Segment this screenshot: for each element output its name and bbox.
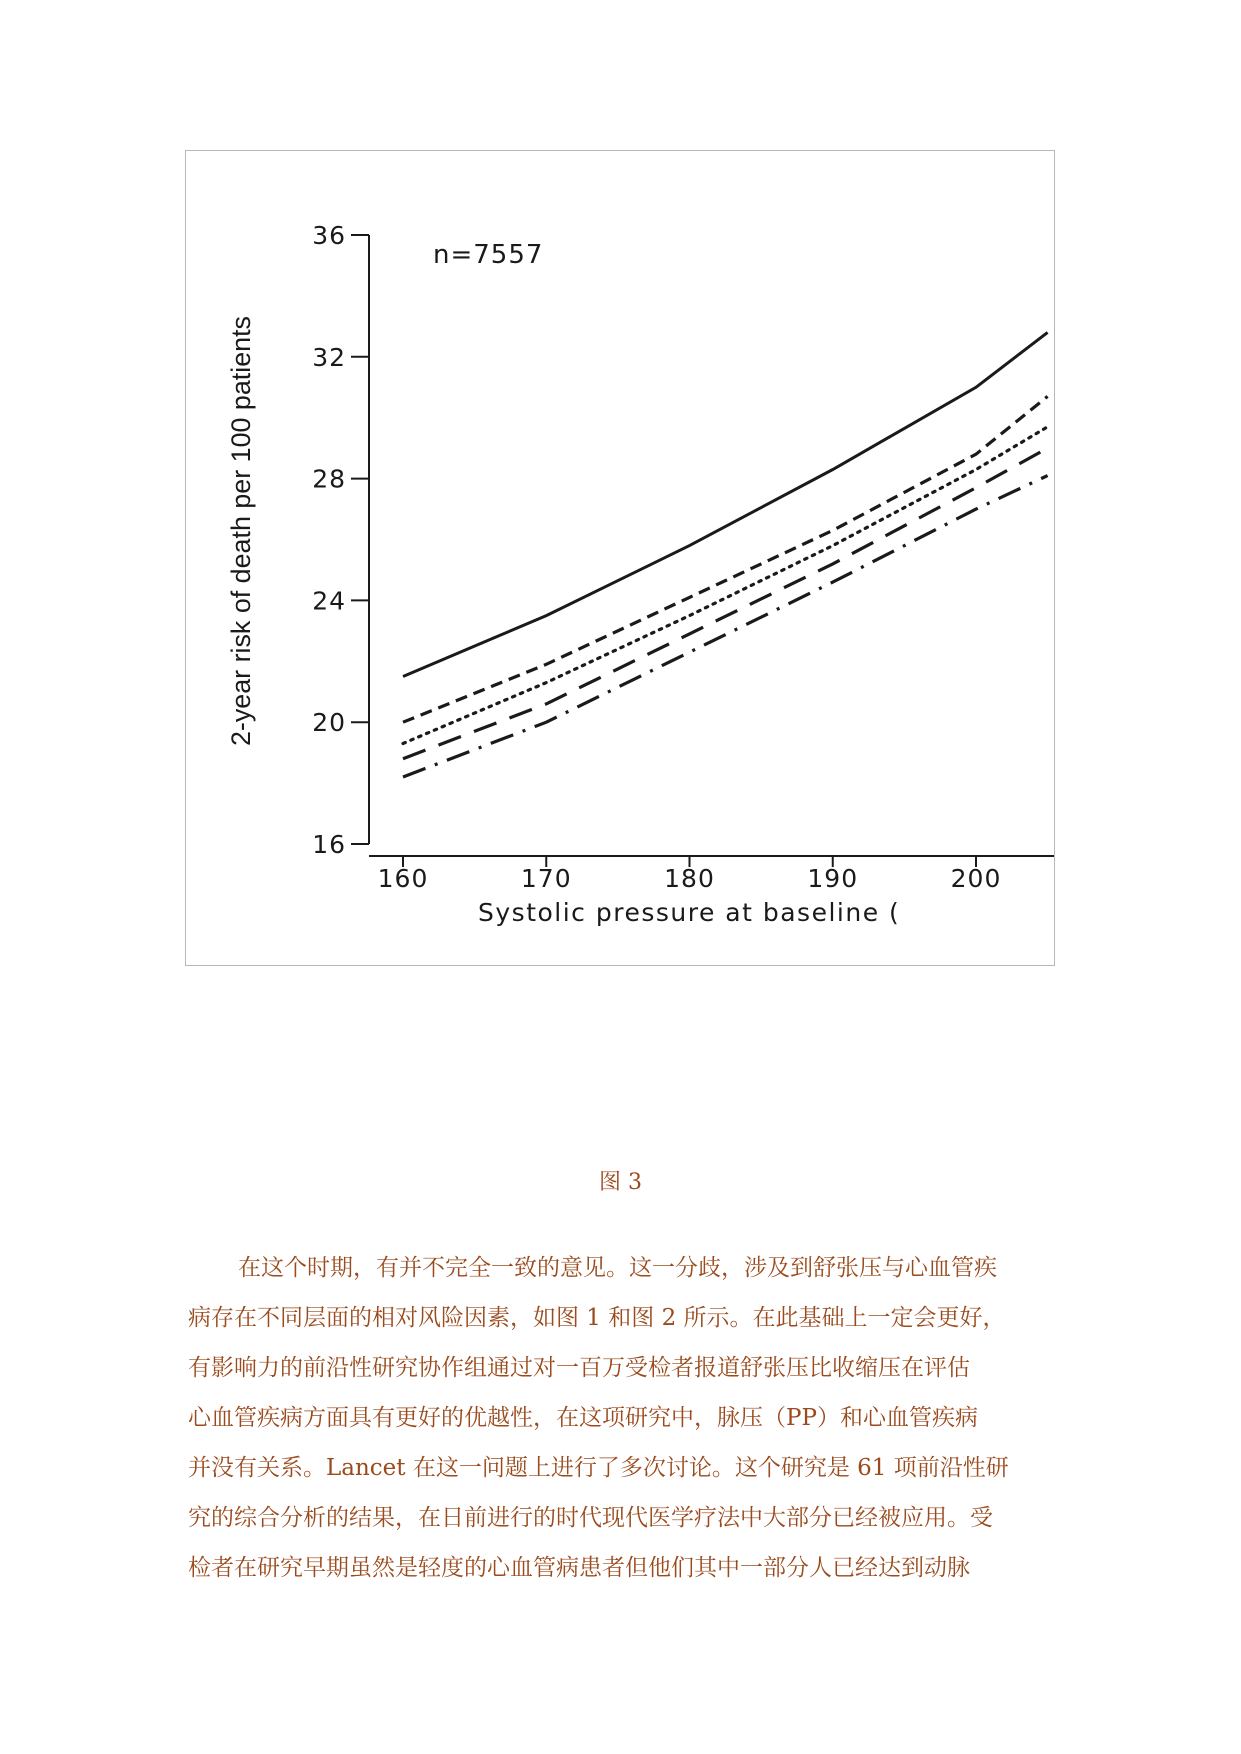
y-tick-label: 36 bbox=[312, 221, 346, 250]
risk-line-chart bbox=[186, 151, 1054, 965]
series-line-long-dash bbox=[403, 448, 1048, 759]
paragraph-line: 在这个时期，有并不完全一致的意见。这一分歧，涉及到舒张压与心血管疾 bbox=[238, 1255, 997, 1281]
y-tick-label: 32 bbox=[312, 342, 346, 372]
series-line-solid bbox=[403, 332, 1048, 676]
y-tick-label: 16 bbox=[312, 830, 346, 859]
series-line-dash-dot bbox=[403, 476, 1048, 777]
x-tick-label: 180 bbox=[664, 864, 715, 893]
x-tick-label: 170 bbox=[520, 864, 572, 893]
series-line-dashed bbox=[403, 396, 1048, 722]
chart-axes bbox=[369, 235, 1054, 856]
figure-frame bbox=[185, 150, 1055, 966]
series-group bbox=[403, 332, 1048, 777]
paragraph-line: 心血管疾病方面具有更好的优越性，在这项研究中，脉压（PP）和心血管疾病 bbox=[188, 1405, 978, 1431]
y-tick-label: 28 bbox=[312, 464, 346, 494]
paragraph-line: 有影响力的前沿性研究协作组通过对一百万受检者报道舒张压比收缩压在评估 bbox=[188, 1355, 970, 1381]
y-tick-label: 24 bbox=[312, 586, 346, 616]
x-axis-title: Systolic pressure at baseline ( bbox=[478, 898, 901, 927]
y-axis-title: 2-year risk of death per 100 patients bbox=[226, 313, 256, 746]
paragraph-line: 究的综合分析的结果，在日前进行的时代现代医学疗法中大部分已经被应用。受 bbox=[188, 1505, 993, 1531]
paragraph-line: 检者在研究早期虽然是轻度的心血管病患者但他们其中一部分人已经达到动脉 bbox=[188, 1555, 970, 1581]
y-tick-label: 20 bbox=[312, 708, 346, 738]
body-paragraph bbox=[188, 1243, 1056, 1593]
chart-annotation: n=7557 bbox=[433, 240, 544, 270]
x-tick-label: 200 bbox=[950, 864, 1002, 893]
series-line-dotted bbox=[403, 427, 1048, 744]
paragraph-line: 病存在不同层面的相对风险因素，如图 1 和图 2 所示。在此基础上一定会更好， bbox=[188, 1305, 1006, 1331]
x-tick-label: 160 bbox=[377, 864, 429, 893]
y-tick-group bbox=[312, 221, 369, 859]
figure-caption: 图 3 bbox=[599, 1170, 642, 1195]
x-tick-group bbox=[378, 856, 1002, 893]
x-tick-label: 190 bbox=[807, 864, 859, 893]
paragraph-line: 并没有关系。Lancet 在这一问题上进行了多次讨论。这个研究是 61 项前沿性研 bbox=[188, 1455, 1009, 1481]
